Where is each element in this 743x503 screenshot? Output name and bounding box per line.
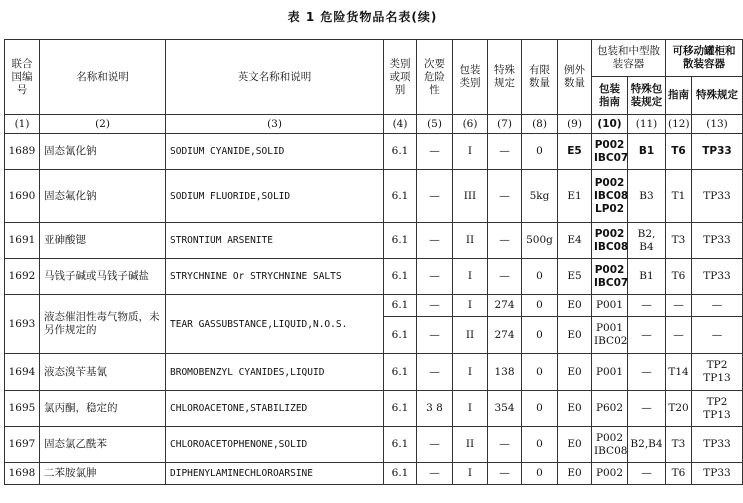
english-name: SODIUM FLUORIDE,SOLID [166, 170, 384, 223]
excepted-quantity: E1 [558, 170, 592, 223]
subsidiary-risk: — [417, 317, 453, 354]
tank-special: TP33 [692, 259, 743, 295]
class: 6.1 [384, 223, 417, 259]
un-number: 1693 [5, 295, 40, 354]
limited-quantity: 0 [522, 463, 558, 485]
tank-instruction: T6 [666, 463, 692, 485]
packing-group: I [453, 259, 488, 295]
header-tanks: 可移动罐柜和散装容器 [666, 40, 743, 77]
english-name: CHLOROACETONE,STABILIZED [166, 391, 384, 427]
tank-special: TP33 [692, 427, 743, 463]
subsidiary-risk: — [417, 295, 453, 317]
header-packaging: 包装和中型散装容器 [592, 40, 666, 77]
class: 6.1 [384, 259, 417, 295]
packing-group: II [453, 427, 488, 463]
col-number: (4) [384, 115, 417, 134]
un-number: 1689 [5, 134, 40, 170]
chinese-name: 氯丙酮，稳定的 [40, 391, 166, 427]
subsidiary-risk: — [417, 170, 453, 223]
special-packing: B2,B4 [628, 427, 666, 463]
excepted-quantity: E0 [558, 463, 592, 485]
class: 6.1 [384, 391, 417, 427]
table-row [5, 354, 743, 391]
header-name: 名称和说明 [40, 40, 166, 115]
limited-quantity: 0 [522, 354, 558, 391]
packing-instruction: P002 IBC07 [592, 259, 628, 295]
tank-instruction: — [666, 295, 692, 317]
un-number: 1695 [5, 391, 40, 427]
limited-quantity: 0 [522, 427, 558, 463]
tank-special: TP2 TP13 [692, 391, 743, 427]
limited-quantity: 500g [522, 223, 558, 259]
special-provisions: 274 [488, 295, 522, 317]
tank-special: TP33 [692, 134, 743, 170]
subsidiary-risk: — [417, 134, 453, 170]
excepted-quantity: E0 [558, 295, 592, 317]
packing-instruction: P001 [592, 354, 628, 391]
tank-instruction: T6 [666, 259, 692, 295]
col-number: (5) [417, 115, 453, 134]
table-row [5, 295, 743, 317]
special-provisions: — [488, 427, 522, 463]
header-special-provisions: 特殊规定 [488, 40, 522, 115]
limited-quantity: 0 [522, 259, 558, 295]
tank-instruction: — [666, 317, 692, 354]
col-number: (3) [166, 115, 384, 134]
tank-instruction: T3 [666, 223, 692, 259]
tank-special: — [692, 295, 743, 317]
header-packing-group: 包装类别 [453, 40, 488, 115]
class: 6.1 [384, 170, 417, 223]
limited-quantity: 5kg [522, 170, 558, 223]
special-packing: B1 [628, 134, 666, 170]
subsidiary-risk: — [417, 427, 453, 463]
special-packing: B1 [628, 259, 666, 295]
class: 6.1 [384, 317, 417, 354]
special-packing: — [628, 295, 666, 317]
table-title: 表 1 危险货物品名表(续) [287, 10, 438, 24]
english-name: STRYCHNINE Or STRYCHNINE SALTS [166, 259, 384, 295]
table-row [5, 391, 743, 427]
class: 6.1 [384, 427, 417, 463]
header-english-name: 英文名称和说明 [166, 40, 384, 115]
class: 6.1 [384, 295, 417, 317]
tank-special: TP33 [692, 170, 743, 223]
limited-quantity: 0 [522, 391, 558, 427]
chinese-name: 液态催泪性毒气物质，未另作规定的 [40, 295, 166, 354]
header-limited-quantity: 有限数量 [522, 40, 558, 115]
header-tank-special: 特殊规定 [692, 77, 743, 115]
col-number: (10) [592, 115, 628, 134]
table-row [5, 223, 743, 259]
special-provisions: — [488, 170, 522, 223]
special-provisions: — [488, 463, 522, 485]
excepted-quantity: E0 [558, 354, 592, 391]
special-packing: — [628, 391, 666, 427]
packing-group: II [453, 317, 488, 354]
header-special-packing: 特殊包装规定 [628, 77, 666, 115]
english-name: SODIUM CYANIDE,SOLID [166, 134, 384, 170]
packing-group: II [453, 223, 488, 259]
english-name: CHLOROACETOPHENONE,SOLID [166, 427, 384, 463]
special-packing: — [628, 354, 666, 391]
excepted-quantity: E0 [558, 391, 592, 427]
english-name: STRONTIUM ARSENITE [166, 223, 384, 259]
chinese-name: 固态氰化钠 [40, 134, 166, 170]
packing-group: I [453, 391, 488, 427]
col-number: (8) [522, 115, 558, 134]
tank-special: TP2 TP13 [692, 354, 743, 391]
special-packing: — [628, 317, 666, 354]
special-provisions: 274 [488, 317, 522, 354]
class: 6.1 [384, 134, 417, 170]
un-number: 1692 [5, 259, 40, 295]
tank-special: TP33 [692, 223, 743, 259]
packing-group: III [453, 170, 488, 223]
packing-instruction: P002 IBC08 LP02 [592, 170, 628, 223]
limited-quantity: 0 [522, 134, 558, 170]
table-row [5, 170, 743, 223]
table-row [5, 463, 743, 485]
table-row [5, 427, 743, 463]
chinese-name: 二苯胺氯胂 [40, 463, 166, 485]
excepted-quantity: E4 [558, 223, 592, 259]
subsidiary-risk: — [417, 463, 453, 485]
subsidiary-risk: — [417, 259, 453, 295]
class: 6.1 [384, 354, 417, 391]
header-excepted-quantity: 例外数量 [558, 40, 592, 115]
chinese-name: 固态氯乙酰苯 [40, 427, 166, 463]
packing-instruction: P001 [592, 295, 628, 317]
dangerous-goods-table [4, 39, 743, 485]
chinese-name: 固态氟化钠 [40, 170, 166, 223]
english-name: BROMOBENZYL CYANIDES,LIQUID [166, 354, 384, 391]
subsidiary-risk: — [417, 223, 453, 259]
special-packing: — [628, 463, 666, 485]
packing-group: I [453, 134, 488, 170]
tank-instruction: T14 [666, 354, 692, 391]
special-provisions: 138 [488, 354, 522, 391]
special-packing: B2, B4 [628, 223, 666, 259]
col-number: (7) [488, 115, 522, 134]
excepted-quantity: E0 [558, 317, 592, 354]
tank-instruction: T20 [666, 391, 692, 427]
english-name: DIPHENYLAMINECHLOROARSINE [166, 463, 384, 485]
packing-instruction: P002 IBC07 [592, 134, 628, 170]
un-number: 1694 [5, 354, 40, 391]
un-number: 1690 [5, 170, 40, 223]
packing-group: I [453, 354, 488, 391]
col-number: (13) [692, 115, 743, 134]
english-name: TEAR GASSUBSTANCE,LIQUID,N.O.S. [166, 295, 384, 354]
packing-group: I [453, 463, 488, 485]
tank-instruction: T6 [666, 134, 692, 170]
special-provisions: 354 [488, 391, 522, 427]
subsidiary-risk: — [417, 354, 453, 391]
special-provisions: — [488, 259, 522, 295]
excepted-quantity: E5 [558, 259, 592, 295]
table-row [5, 259, 743, 295]
subsidiary-risk: 3 8 [417, 391, 453, 427]
packing-instruction: P001 IBC02 [592, 317, 628, 354]
un-number: 1691 [5, 223, 40, 259]
limited-quantity: 0 [522, 295, 558, 317]
header-packing-instruction: 包装指南 [592, 77, 628, 115]
tank-special: TP33 [692, 463, 743, 485]
excepted-quantity: E5 [558, 134, 592, 170]
tank-special: — [692, 317, 743, 354]
col-number: (11) [628, 115, 666, 134]
tank-instruction: T3 [666, 427, 692, 463]
packing-group: I [453, 295, 488, 317]
col-number: (1) [5, 115, 40, 134]
excepted-quantity: E0 [558, 427, 592, 463]
chinese-name: 马钱子碱或马钱子碱盐 [40, 259, 166, 295]
packing-instruction: P002 IBC08 [592, 223, 628, 259]
col-number: (12) [666, 115, 692, 134]
packing-instruction: P002 IBC08 [592, 427, 628, 463]
chinese-name: 亚砷酸锶 [40, 223, 166, 259]
col-number: (9) [558, 115, 592, 134]
header-subsidiary-risk: 次要危险性 [417, 40, 453, 115]
packing-instruction: P602 [592, 391, 628, 427]
un-number: 1697 [5, 427, 40, 463]
table-row [5, 134, 743, 170]
header-un-number: 联合国编号 [5, 40, 40, 115]
col-number: (6) [453, 115, 488, 134]
special-packing: B3 [628, 170, 666, 223]
header-class: 类别或项别 [384, 40, 417, 115]
tank-instruction: T1 [666, 170, 692, 223]
packing-instruction: P002 [592, 463, 628, 485]
special-provisions: — [488, 223, 522, 259]
class: 6.1 [384, 463, 417, 485]
limited-quantity: 0 [522, 317, 558, 354]
un-number: 1698 [5, 463, 40, 485]
special-provisions: — [488, 134, 522, 170]
chinese-name: 液态溴苄基氰 [40, 354, 166, 391]
header-tank-instruction: 指南 [666, 77, 692, 115]
col-number: (2) [40, 115, 166, 134]
